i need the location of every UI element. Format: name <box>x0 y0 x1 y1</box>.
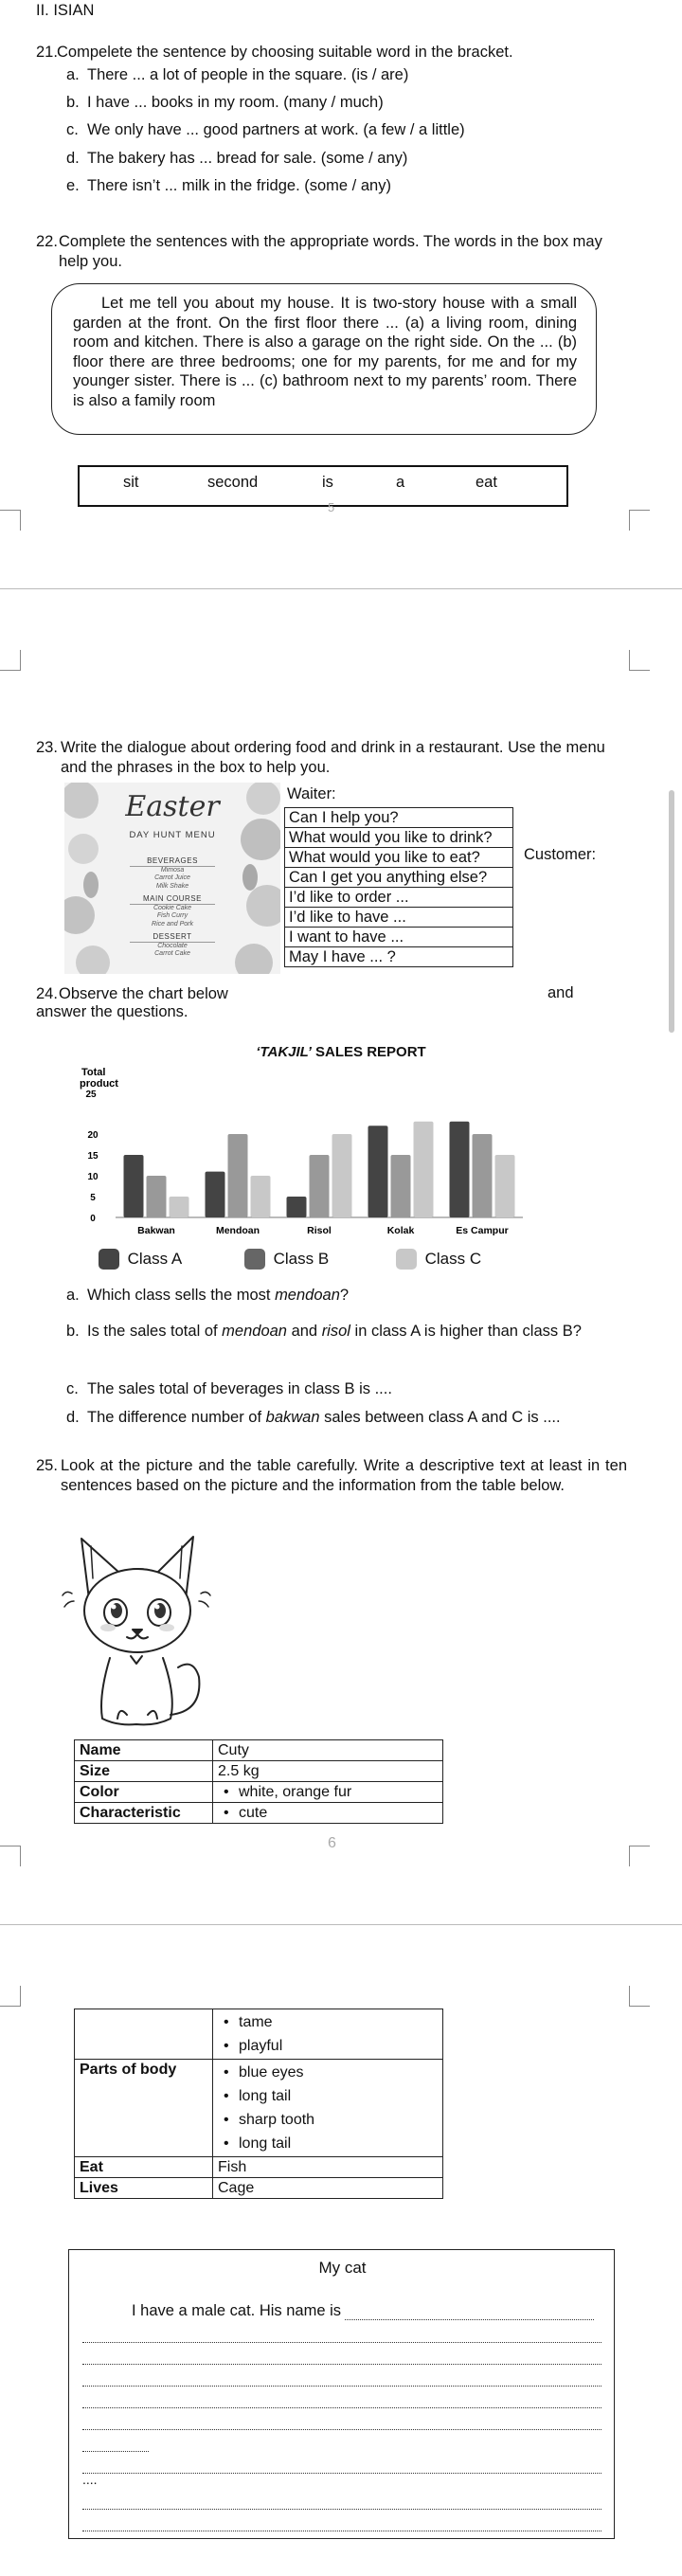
legend-swatch-b <box>244 1249 265 1270</box>
q23-instruction <box>36 738 627 778</box>
writing-blank-1[interactable] <box>345 2305 594 2320</box>
waiter-label: Waiter: <box>287 785 336 802</box>
y-tick-label: 25 <box>85 1090 97 1100</box>
customer-phrase: I’d like to have ... <box>285 908 513 928</box>
row-eat <box>75 2157 443 2178</box>
q24-b-pre: Is the sales total of <box>87 1323 223 1340</box>
cell-lives-key: Lives <box>75 2178 213 2199</box>
word-3: is <box>322 474 333 491</box>
writing-line-7[interactable] <box>82 2433 149 2452</box>
menu-section-heading: DESSERT <box>130 933 215 943</box>
customer-phrase: I’d like to order ... <box>285 888 513 908</box>
cell-char-key: Characteristic <box>75 1803 213 1824</box>
cat-picture <box>61 1525 212 1732</box>
cell-name-value: Cuty <box>213 1740 443 1761</box>
q21-item-text: I have ... books in my room. (many / much) <box>87 94 384 111</box>
menu-section-heading: BEVERAGES <box>130 857 215 867</box>
waiter-phrase: Can I help you? <box>285 808 513 828</box>
q22-number: 22. <box>36 233 58 250</box>
cell-char-cell <box>213 1803 443 1824</box>
q21-item-label: b. <box>66 94 80 111</box>
y-tick-label: 20 <box>87 1130 99 1141</box>
chart-title-em: ‘TAKJIL’ <box>256 1044 312 1060</box>
q25-number: 25. <box>36 1457 58 1474</box>
crop-mark-bl <box>0 650 21 671</box>
legend-label-a: Class A <box>127 1250 183 1268</box>
phrase-row <box>285 908 513 928</box>
writing-box <box>68 2249 615 2539</box>
chart-title <box>0 1044 682 1060</box>
q24-a-em: mendoan <box>275 1287 340 1304</box>
q21-text: Compelete the sentence by choosing suitable word in the bracket. <box>57 44 513 61</box>
phrase-row <box>285 868 513 888</box>
phrase-box <box>284 807 513 967</box>
q24-d-pre: The difference number of <box>87 1409 266 1426</box>
y-tick-label: 5 <box>90 1193 96 1203</box>
cat-info-table <box>74 1739 443 1824</box>
phrase-row <box>285 828 513 848</box>
crop-mark-br-2 <box>629 1986 650 2007</box>
chart-title-rest: SALES REPORT <box>311 1044 426 1060</box>
x-tick-label: Mendoan <box>215 1225 260 1236</box>
writing-line-5[interactable] <box>82 2389 601 2408</box>
phrase-row <box>285 808 513 828</box>
q21-item-e <box>66 176 391 195</box>
row-characteristic <box>75 1803 443 1824</box>
scrollbar-thumb[interactable] <box>669 790 674 1033</box>
bar-bakwan-class-c <box>170 1197 189 1217</box>
q24-instruction <box>36 984 627 1004</box>
cell-size-key: Size <box>75 1761 213 1782</box>
bar-kolak-class-b <box>391 1155 411 1217</box>
menu-sections <box>64 853 280 959</box>
q24-item-c <box>66 1379 392 1398</box>
q21-item-a <box>66 65 408 84</box>
body-part-item: • long tail <box>218 2132 438 2155</box>
cell-color-cell <box>213 1782 443 1803</box>
q24-a-pre: Which class sells the most <box>87 1287 276 1304</box>
legend-swatch-a <box>99 1249 119 1270</box>
q22-text: Complete the sentences with the appropriate words. The words in the box may help you. <box>59 233 602 270</box>
bar-bakwan-class-a <box>124 1155 144 1217</box>
cell-lives-value: Cage <box>213 2178 443 2199</box>
characteristic-item: • playful <box>218 2034 438 2058</box>
x-tick-label: Es Campur <box>456 1225 509 1236</box>
row-char-cont <box>75 2009 443 2060</box>
crop-mark-tr-2 <box>629 1846 650 1866</box>
waiter-phrase: What would you like to drink? <box>285 828 513 848</box>
q24-item-b <box>66 1317 625 1345</box>
y-tick-label: 10 <box>87 1172 99 1182</box>
q21-item-text: We only have ... good partners at work. (a few / a little) <box>87 121 465 138</box>
menu-item: Mimosa <box>160 866 185 874</box>
cell-name-key: Name <box>75 1740 213 1761</box>
x-tick-label: Bakwan <box>137 1225 175 1236</box>
phrase-table <box>284 807 513 967</box>
menu-title: DAY HUNT MENU <box>129 830 216 840</box>
writing-line-4[interactable] <box>82 2368 601 2387</box>
customer-label: Customer: <box>524 846 597 863</box>
cell-char-cont-list <box>213 2009 443 2060</box>
cell-parts-list <box>213 2060 443 2157</box>
crop-mark-tl-2 <box>0 1846 21 1866</box>
y-axis-label: Total <box>81 1067 106 1078</box>
crop-mark-bl-2 <box>0 1986 21 2007</box>
q24-c-text: The sales total of beverages in class B is .... <box>87 1380 392 1397</box>
crop-mark-tl <box>0 510 21 531</box>
q24-b-label: b. <box>66 1323 80 1340</box>
legend-class-b <box>244 1249 329 1270</box>
bar-bakwan-class-b <box>147 1176 167 1217</box>
phrase-row <box>285 928 513 947</box>
q25-text: Look at the picture and the table carefully. Write a descriptive text at least in ten sentences based on the picture and the information from the table below. <box>61 1457 627 1494</box>
q21-item-b <box>66 93 384 112</box>
word-4: a <box>396 474 405 491</box>
writing-line-3[interactable] <box>82 2346 601 2365</box>
passage-text: Let me tell you about my house. It is two-story house with a small garden at the front. On the first floor there ... (a) a living room, dining room and kitchen. There is also a garage on the right side. On the ... (b) floor there are three bedrooms; one for my parents, for me and for my younger sister. There is ... (c) bathroom next to my parents’ room. There is also a family room <box>73 295 577 409</box>
row-size <box>75 1761 443 1782</box>
cell-char-cont-key <box>75 2009 213 2060</box>
menu-item: Cookie Cake <box>153 904 192 911</box>
q24-b-post: in class A is higher than class B? <box>350 1323 582 1340</box>
menu-item: Chocolate <box>157 942 188 949</box>
easter-menu <box>64 783 280 974</box>
menu-logo: Easter <box>125 790 220 823</box>
q21-item-d <box>66 149 407 168</box>
writing-line-9[interactable] <box>82 2491 601 2510</box>
q24-text-end: answer the questions. <box>36 1003 188 1020</box>
cell-color-key: Color <box>75 1782 213 1803</box>
word-2: second <box>207 474 259 491</box>
q24-item-a <box>66 1286 349 1305</box>
writing-line-2[interactable] <box>82 2324 601 2343</box>
q24-a-label: a. <box>66 1287 80 1304</box>
phrase-row <box>285 848 513 868</box>
section-title: II. ISIAN <box>36 2 95 19</box>
word-box <box>78 465 568 507</box>
chart-legend <box>95 1249 549 1273</box>
bar-risol-class-c <box>332 1134 352 1217</box>
bar-mendoan-class-b <box>228 1134 248 1217</box>
body-part-item: • blue eyes <box>218 2061 438 2084</box>
row-name <box>75 1740 443 1761</box>
page-separator <box>0 588 682 589</box>
bar-kolak-class-a <box>368 1126 388 1217</box>
body-part-item: • sharp tooth <box>218 2108 438 2132</box>
legend-class-a <box>99 1249 182 1270</box>
q24-a-post: ? <box>339 1287 350 1304</box>
y-tick-label: 0 <box>90 1214 96 1224</box>
bar-mendoan-class-a <box>206 1172 225 1217</box>
cell-parts-key: Parts of body <box>75 2060 213 2157</box>
x-tick-label: Risol <box>307 1225 332 1236</box>
q21-item-text: There isn’t ... milk in the fridge. (some / any) <box>87 177 391 194</box>
body-part-item: • long tail <box>218 2084 438 2108</box>
bar-risol-class-b <box>310 1155 330 1217</box>
legend-class-c <box>396 1249 481 1270</box>
cell-eat-key: Eat <box>75 2157 213 2178</box>
row-lives <box>75 2178 443 2199</box>
q21-item-c <box>66 120 465 139</box>
q24-b-em: mendoan <box>222 1323 287 1340</box>
page-separator-2 <box>0 1924 682 1925</box>
cell-eat-value: Fish <box>213 2157 443 2178</box>
q24-d-em: bakwan <box>265 1409 320 1426</box>
q24-d-post: sales between class A and C is .... <box>319 1409 561 1426</box>
menu-section-heading: MAIN COURSE <box>130 895 215 905</box>
word-5: eat <box>476 474 497 491</box>
cell-size-value: 2.5 kg <box>213 1761 443 1782</box>
menu-item: Carrot Juice <box>154 874 190 881</box>
writing-line-6[interactable] <box>82 2411 601 2430</box>
q24-item-d <box>66 1408 561 1427</box>
menu-item: Rice and Pork <box>152 920 193 928</box>
cell-color-value: • white, orange fur <box>218 1783 438 1801</box>
bar-risol-class-a <box>287 1197 307 1217</box>
q21-instruction <box>36 43 627 63</box>
page-number-5: 5 <box>328 500 335 514</box>
q24-d-label: d. <box>66 1409 80 1426</box>
q21-item-label: d. <box>66 150 80 167</box>
writing-line-10[interactable] <box>82 2513 601 2531</box>
q24-b-mid: and <box>286 1323 322 1340</box>
q25-instruction <box>36 1456 627 1496</box>
sales-chart <box>76 1066 530 1241</box>
phrase-row <box>285 947 513 967</box>
word-1: sit <box>123 474 139 491</box>
waiter-phrase: Can I get you anything else? <box>285 868 513 888</box>
y-tick-label: 15 <box>87 1151 99 1162</box>
row-color <box>75 1782 443 1803</box>
cell-char-value: • cute <box>218 1804 438 1822</box>
q21-item-label: c. <box>66 121 79 138</box>
phrase-row <box>285 888 513 908</box>
writing-line-8[interactable] <box>82 2455 601 2474</box>
writing-first-line <box>132 2302 594 2320</box>
q24-b-em2: risol <box>321 1323 350 1340</box>
legend-label-b: Class B <box>273 1250 330 1268</box>
q24-text-start: Observe the chart below <box>59 985 228 1002</box>
bar-mendoan-class-c <box>251 1176 271 1217</box>
page-number-6: 6 <box>328 1835 336 1851</box>
cat-info-table-cont <box>74 2009 443 2199</box>
crop-mark-tr <box>629 510 650 531</box>
bar-es-campur-class-a <box>450 1122 470 1217</box>
bar-es-campur-class-b <box>473 1134 493 1217</box>
menu-item: Milk Shake <box>155 882 189 890</box>
row-parts <box>75 2060 443 2157</box>
q21-item-text: The bakery has ... bread for sale. (some / any) <box>87 150 408 167</box>
q24-number: 24. <box>36 985 58 1002</box>
q24-and: and <box>547 984 574 1001</box>
legend-swatch-c <box>396 1249 417 1270</box>
q21-item-label: e. <box>66 177 80 194</box>
waiter-phrase: What would you like to eat? <box>285 848 513 868</box>
crop-mark-br <box>629 650 650 671</box>
y-axis-label-2: product <box>80 1078 118 1090</box>
q21-item-text: There ... a lot of people in the square. (is / are) <box>87 66 409 83</box>
passage-box <box>51 283 597 435</box>
q21-item-label: a. <box>66 66 80 83</box>
writing-start: I have a male cat. His name is <box>132 2302 342 2319</box>
q23-text: Write the dialogue about ordering food and drink in a restaurant. Use the menu and the phrases in the box to help you. <box>61 739 605 776</box>
characteristic-item: • tame <box>218 2010 438 2034</box>
bar-es-campur-class-c <box>495 1155 515 1217</box>
menu-item: Fish Curry <box>156 912 188 919</box>
menu-item: Carrot Cake <box>154 950 190 957</box>
legend-label-c: Class C <box>424 1250 482 1268</box>
q21-number: 21. <box>36 44 58 61</box>
writing-title: My cat <box>318 2259 367 2277</box>
customer-phrase: May I have ... ? <box>285 947 513 967</box>
q24-c-label: c. <box>66 1380 79 1397</box>
customer-phrase: I want to have ... <box>285 928 513 947</box>
q23-number: 23. <box>36 739 58 756</box>
x-tick-label: Kolak <box>386 1225 415 1236</box>
q22-instruction <box>36 232 627 272</box>
bar-kolak-class-c <box>414 1122 434 1217</box>
writing-short-lead: .... <box>82 2472 98 2487</box>
